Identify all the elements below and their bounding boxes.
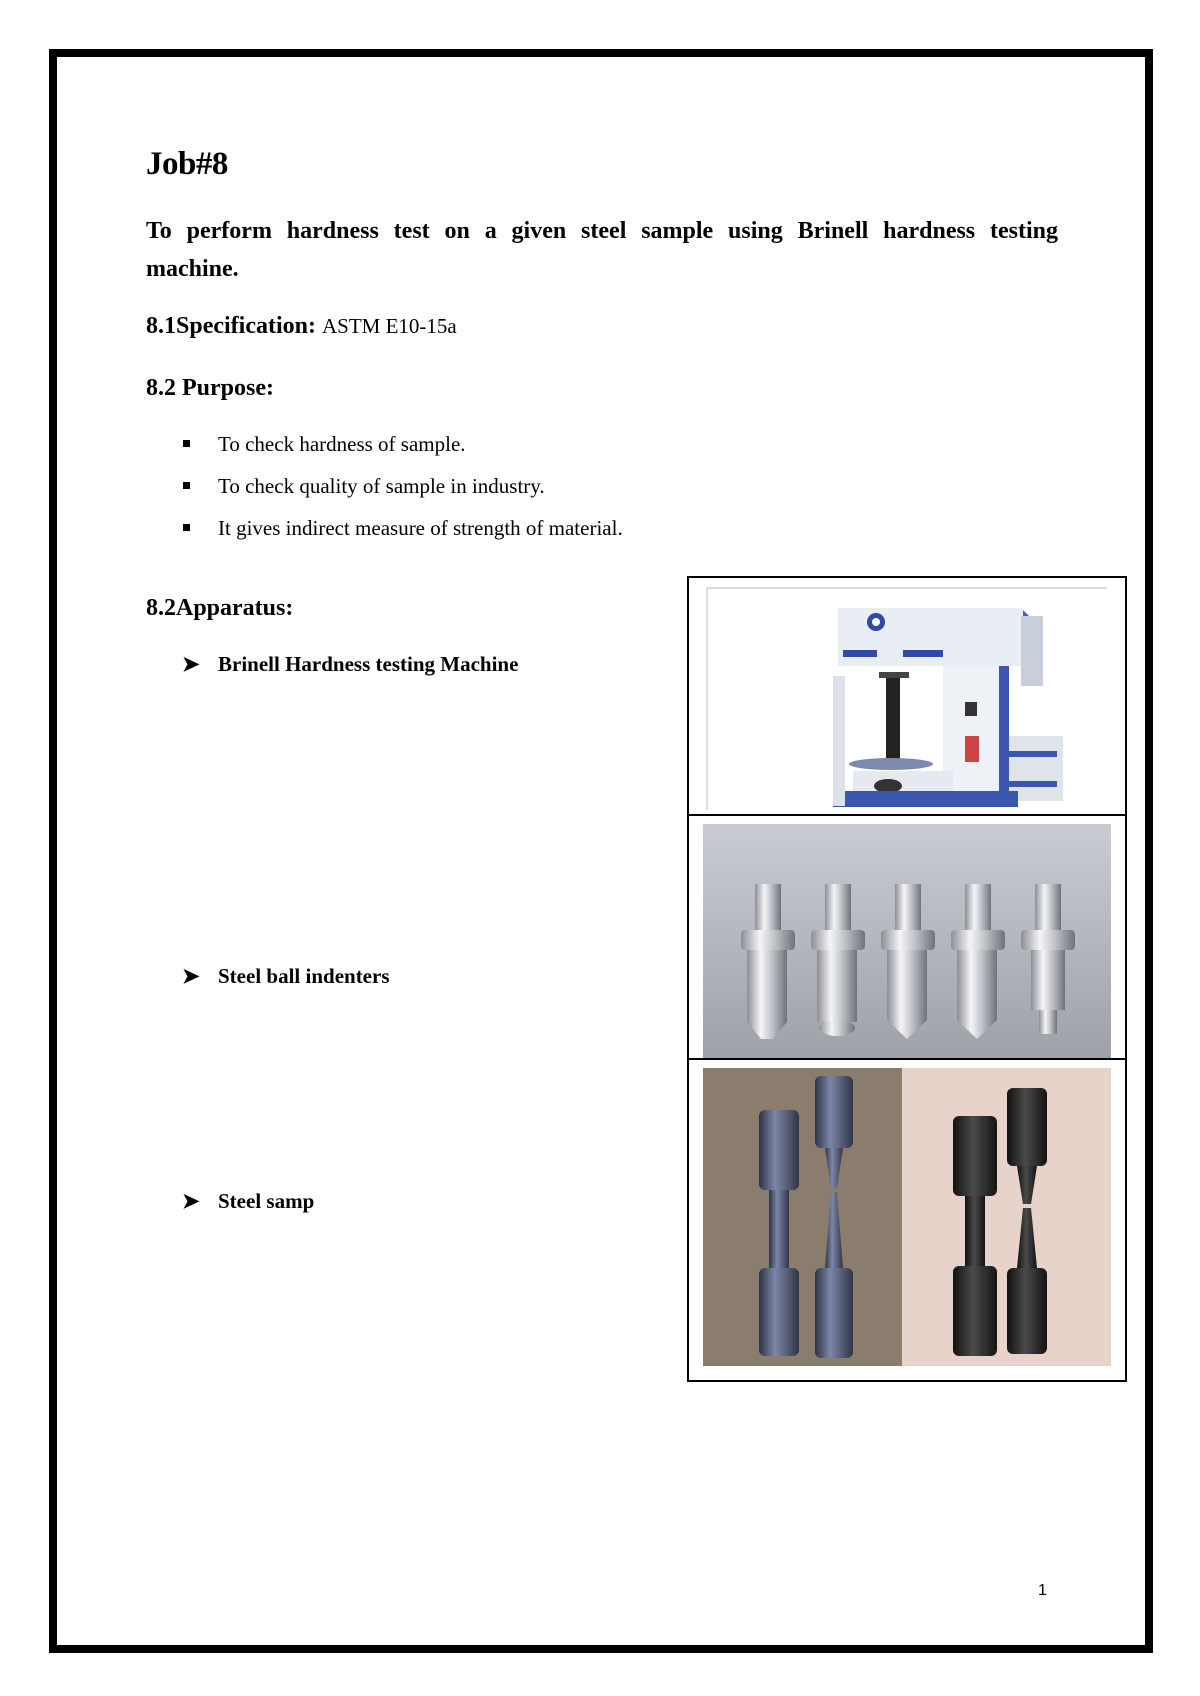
purpose-heading: 8.2 Purpose: (146, 375, 274, 401)
brinell-machine-photo (703, 586, 1111, 812)
arrow-bullet-icon: ➤ (182, 1189, 200, 1213)
image-cell (689, 816, 1125, 1060)
list-item: To check hardness of sample. (180, 430, 623, 472)
image-cell (689, 1060, 1125, 1380)
apparatus-item-samples: ➤ Steel samp (182, 1189, 315, 1213)
list-item: It gives indirect measure of strength of material. (180, 514, 623, 556)
steel-samples-photo (703, 1068, 1111, 1366)
specification-value: ASTM E10-15a (321, 314, 457, 338)
page-number: 1 (1038, 1582, 1047, 1599)
specification-line (146, 313, 457, 340)
indenters-photo (703, 824, 1111, 1058)
apparatus-image-table (687, 576, 1127, 1382)
square-bullet-icon (183, 440, 190, 447)
job-title: Job#8 (146, 146, 228, 182)
arrow-bullet-icon: ➤ (182, 964, 200, 988)
apparatus-item-machine: ➤ Brinell Hardness testing Machine (182, 652, 519, 676)
square-bullet-icon (183, 482, 190, 489)
square-bullet-icon (183, 524, 190, 531)
image-cell (689, 578, 1125, 816)
objective-text: To perform hardness test on a given steel sample using Brinell hardness testing machine. (146, 218, 1058, 282)
apparatus-heading: 8.2Apparatus: (146, 595, 294, 621)
list-item: To check quality of sample in industry. (180, 472, 623, 514)
specification-heading: 8.1Specification: (146, 313, 316, 339)
apparatus-item-indenters: ➤ Steel ball indenters (182, 964, 390, 988)
purpose-list (180, 430, 623, 556)
arrow-bullet-icon: ➤ (182, 652, 200, 676)
